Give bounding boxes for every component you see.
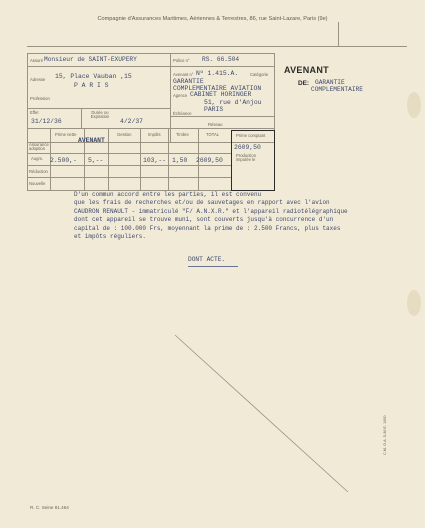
col-prime: Prime nette bbox=[55, 132, 77, 137]
row-label: Augm. bbox=[31, 156, 44, 161]
effet-label: Effet bbox=[30, 110, 39, 115]
categorie-label: Catégorie bbox=[250, 72, 269, 77]
adresse-label: Adresse bbox=[30, 77, 46, 82]
echeance-label: Échéance bbox=[173, 111, 192, 116]
profession-label: Profession bbox=[30, 96, 50, 101]
value-prime-2: 5,-- bbox=[88, 157, 104, 164]
col-gestion: Gestion bbox=[117, 132, 132, 137]
agence-value: CABINET HORINGER bbox=[190, 91, 252, 98]
categorie-value: GARANTIE bbox=[173, 78, 204, 85]
agence-city: PARIS bbox=[204, 106, 224, 113]
de-value-1: GARANTIE bbox=[315, 79, 345, 86]
police-label: Police n° bbox=[173, 58, 190, 63]
col-impots: Impôts bbox=[148, 132, 161, 137]
footer-right: C.M. O.A. 5-36 E. 1000 bbox=[383, 415, 387, 455]
de-label: DE: bbox=[298, 80, 310, 87]
avenant-stamp: AVENANT bbox=[78, 137, 105, 144]
row-label: Nouvelle bbox=[29, 181, 46, 186]
avenant-title: AVENANT bbox=[284, 65, 329, 75]
avenant-no-label: Avenant n° bbox=[173, 72, 194, 77]
police-value: RS. 66.504 bbox=[202, 56, 240, 63]
value-comptant: 2609,50 bbox=[234, 144, 261, 151]
dont-acte: DONT ACTE. bbox=[188, 256, 226, 263]
company-header: Compagnie d'Assurances Maritimes, Aériennes & Terrestres, 86, rue Saint-Lazare, Paris (9e) bbox=[97, 16, 328, 22]
agence-label: Agence bbox=[173, 93, 188, 98]
col-timbre: Timbre bbox=[176, 132, 189, 137]
expiration-value: 4/2/37 bbox=[120, 118, 144, 125]
assure-label: Assuré bbox=[30, 58, 44, 63]
row-label: Assurance adoption bbox=[29, 142, 49, 152]
value-impots: 103,-- bbox=[143, 157, 167, 164]
reseau-label: Réseau bbox=[208, 122, 223, 127]
row-label: Réduction bbox=[29, 169, 48, 174]
adresse-line1: 15, Place Vauban ,15 bbox=[55, 73, 132, 80]
avenant-no-value: Nº 1.415.A. bbox=[196, 70, 239, 77]
adresse-line2: P A R I S bbox=[74, 82, 109, 89]
col-total: TOTAL bbox=[206, 132, 220, 137]
footer-left: R. C. Seine 81.464 bbox=[30, 505, 69, 510]
agence-addr: 51, rue d'Anjou bbox=[204, 99, 262, 106]
col-production: Production imputée le bbox=[236, 153, 257, 163]
de-value-2: COMPLEMENTAIRE bbox=[311, 86, 363, 93]
expiration-label: Durée ou Expiration bbox=[90, 110, 110, 120]
categorie-line2: COMPLEMENTAIRE AVIATION bbox=[173, 85, 262, 92]
value-total: 2609,50 bbox=[196, 157, 223, 164]
effet-value: 31/12/36 bbox=[31, 118, 62, 125]
col-prime-comptant: Prime comptant bbox=[236, 133, 266, 138]
value-prime: 2.500,- bbox=[50, 157, 77, 164]
agreement-paragraph: D'un commun accord entre les parties, il est convenu que les frais de recherches et/ou de sauvetages en rapport avec l'avion CAUDRON RENAULT - immatriculé "F/ A.N.X.R." et l'appareil radiotélégraphique dont cet appareil se trouve muni, sont couverts jusqu'à concurrence d'un capital de : 100.000 Frs, moyennant la prime de : 2.500 Francs, plus taxes et impôts réguliers. bbox=[74, 191, 348, 241]
assure-value: Monsieur de SAINT-EXUPERY bbox=[44, 56, 137, 63]
value-timbre: 1,50 bbox=[172, 157, 188, 164]
